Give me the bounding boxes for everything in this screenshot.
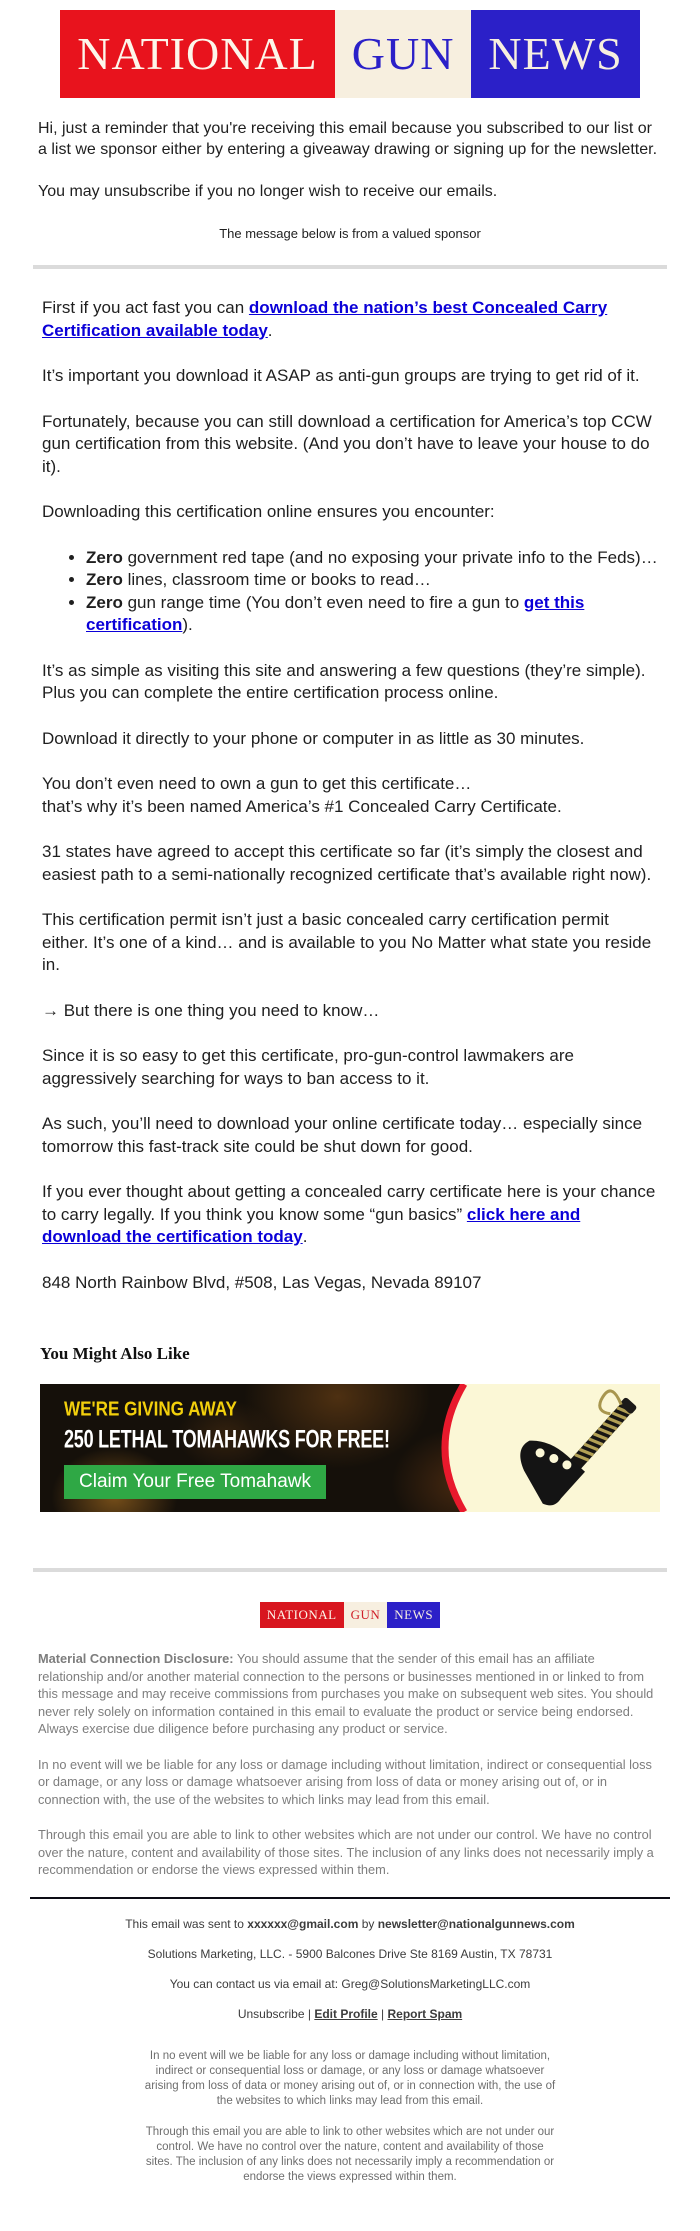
unsubscribe-note: You may unsubscribe if you no longer wish to receive our emails.: [38, 183, 498, 200]
company-line: Solutions Marketing, LLC. - 5900 Balcones Drive Ste 8169 Austin, TX 78731: [147, 1946, 553, 1961]
message-paragraph: Download it directly to your phone or computer in as little as 30 minutes.: [42, 728, 585, 748]
message-paragraph: It’s as simple as visiting this site and answering a few questions (they’re simple). Plus you can complete the entire certification process online.: [42, 660, 646, 702]
footer-legal: [0, 2037, 700, 2231]
message-paragraph: This certification permit isn’t just a basic concealed carry certification permit either. It’s one of a kind… and is available to you No Matter what state you reside in.: [42, 910, 652, 974]
banner-offer-line: 250 LETHAL TOMAHAWKS FOR FREE!: [64, 1425, 390, 1453]
benefits-list: [42, 547, 658, 637]
footer-logo-word-gun: GUN: [344, 1602, 388, 1628]
benefit-text: gun range time (You don’t even need to fire a gun to: [122, 592, 524, 612]
sponsor-note: The message below is from a valued sponsor: [219, 226, 481, 241]
sponsor-message: [0, 269, 700, 1294]
also-like-heading: You Might Also Like: [40, 1344, 190, 1363]
message-paragraph: It’s important you download it ASAP as anti-gun groups are trying to get rid of it.: [42, 366, 640, 385]
message-paragraph: [42, 1181, 658, 1249]
paragraph-text: .: [302, 1227, 308, 1246]
brand-logo: [0, 10, 700, 98]
links-paragraph: Through this email you are able to link to other websites which are not under our control. We have no control over the nature, content and availability of those sites. The inclusion of any links does not necessarily imply a recommendation or endorse the views expressed within them.: [38, 1827, 654, 1877]
logo-word-gun: GUN: [335, 10, 472, 98]
footer-links: [50, 2007, 650, 2021]
click-here-download-link[interactable]: click here and download the certification today: [42, 1204, 581, 1246]
footer-brand-logo: [0, 1602, 700, 1628]
material-disclosure-label: Material Connection Disclosure:: [38, 1651, 234, 1666]
email-body: [0, 10, 700, 2231]
links-separator: |: [381, 2006, 385, 2021]
report-spam-link[interactable]: Report Spam: [387, 2006, 463, 2021]
material-disclosure-body: You should assume that the sender of this email has an affiliate relationship and/or another material connection to the persons or businesses mentioned in or linked to from this message and may receive commissions from purchases you make on subsequent web sites. You should never rely solely on information contained in this email to evaluate the product or service being endorsed. Always exercise due diligence before purchasing any product or service.: [38, 1651, 654, 1736]
subscription-reminder: Hi, just a reminder that you're receiving this email because you subscribed to our list or a list we sponsor either by entering a giveaway drawing or signing up for the newsletter.: [38, 120, 658, 158]
message-paragraph: [42, 773, 658, 818]
paragraph-text: .: [267, 320, 273, 340]
message-paragraph: Downloading this certification online ensures you encounter:: [42, 502, 495, 521]
benefit-text: ).: [182, 615, 193, 634]
tomahawk-ad-banner[interactable]: [40, 1384, 660, 1512]
benefit-item: [86, 592, 658, 637]
footer-logo-word-national: NATIONAL: [260, 1602, 344, 1628]
message-paragraph: As such, you’ll need to download your online certificate today… especially since tomorrow this fast-track site could be shut down for good.: [42, 1114, 643, 1156]
sender-email: newsletter@nationalgunnews.com: [377, 1916, 575, 1931]
material-disclosure: [38, 1650, 662, 1738]
footer-liability: In no event will we be liable for any loss or damage including without limitation, indirect or consequential loss or damage, or any loss or damage whatsoever arising from loss of data or money arising out of, or in connection with, the use of the websites to which links may lead from this email.: [144, 2049, 556, 2107]
recipient-email: xxxxxx@gmail.com: [247, 1916, 359, 1931]
banner-giveaway-line: WE'RE GIVING AWAY: [64, 1398, 237, 1421]
banner-text: [64, 1398, 461, 1499]
benefit-text: lines, classroom time or books to read…: [122, 570, 431, 589]
paragraph-text: You don’t even need to own a gun to get this certificate…: [42, 774, 472, 793]
sender-address: 848 North Rainbow Blvd, #508, Las Vegas, Nevada 89107: [42, 1272, 482, 1292]
benefit-text: government red tape (and no exposing your private info to the Feds)…: [122, 547, 658, 567]
benefit-item: [86, 569, 658, 592]
benefit-zero: Zero: [86, 570, 123, 589]
footer-links-note: Through this email you are able to link to other websites which are not under our control. We have no control over the nature, content and availability of those sites. The inclusion of any links does not necessarily imply a recommendation or endorse the views expressed within them.: [145, 2125, 555, 2183]
message-paragraph: Fortunately, because you can still download a certification for America’s top CCW gun certification from this website. (And you don’t have to leave your house to do it).: [42, 411, 652, 476]
sent-to-text: This email was sent to: [125, 1916, 248, 1931]
unsubscribe-link[interactable]: Unsubscribe: [237, 2006, 305, 2021]
footer-info: [0, 1899, 700, 2021]
paragraph-text: that’s why it’s been named America’s #1 Concealed Carry Certificate.: [42, 796, 562, 816]
intro-section: [0, 118, 700, 244]
contact-line: You can contact us via email at: Greg@SolutionsMarketingLLC.com: [169, 1976, 531, 1991]
message-paragraph: Since it is so easy to get this certificate, pro-gun-control lawmakers are aggressively searching for ways to ban access to it.: [42, 1046, 574, 1088]
download-certification-link[interactable]: download the nation’s best Concealed Carry Certification available today: [42, 298, 608, 340]
message-paragraph: → But there is one thing you need to know…: [42, 1000, 380, 1020]
logo-word-national: NATIONAL: [60, 10, 335, 98]
logo-word-news: NEWS: [471, 10, 639, 98]
edit-profile-link[interactable]: Edit Profile: [314, 2006, 378, 2021]
sent-to-line: [50, 1917, 650, 1931]
benefit-zero: Zero: [86, 547, 123, 567]
sent-to-text: by: [358, 1916, 378, 1931]
liability-paragraph: In no event will we be liable for any loss or damage including without limitation, indirect or consequential loss or damage, or any loss or damage whatsoever arising from loss of data or money arising out of, or in connection with, the use of the websites to which links may lead from this email.: [38, 1756, 652, 1807]
divider-footer: [33, 1568, 667, 1572]
paragraph-text: If you ever thought about getting a concealed carry certificate here is your chance to carry legally. If you think you know some “gun basics”: [42, 1182, 656, 1224]
benefit-item: [86, 547, 658, 570]
links-separator: |: [307, 2006, 311, 2021]
footer-logo-word-news: NEWS: [387, 1602, 440, 1628]
disclosure-section: [0, 1650, 700, 1879]
get-certification-link[interactable]: get this certification: [86, 592, 585, 634]
message-paragraph: 31 states have agreed to accept this certificate so far (it’s simply the closest and easiest path to a semi-nationally recognized certificate that’s available right now).: [42, 842, 652, 884]
paragraph-text: First if you act fast you can: [42, 298, 249, 317]
message-paragraph: [42, 297, 658, 342]
benefit-zero: Zero: [86, 592, 123, 612]
claim-tomahawk-button[interactable]: Claim Your Free Tomahawk: [64, 1465, 326, 1499]
